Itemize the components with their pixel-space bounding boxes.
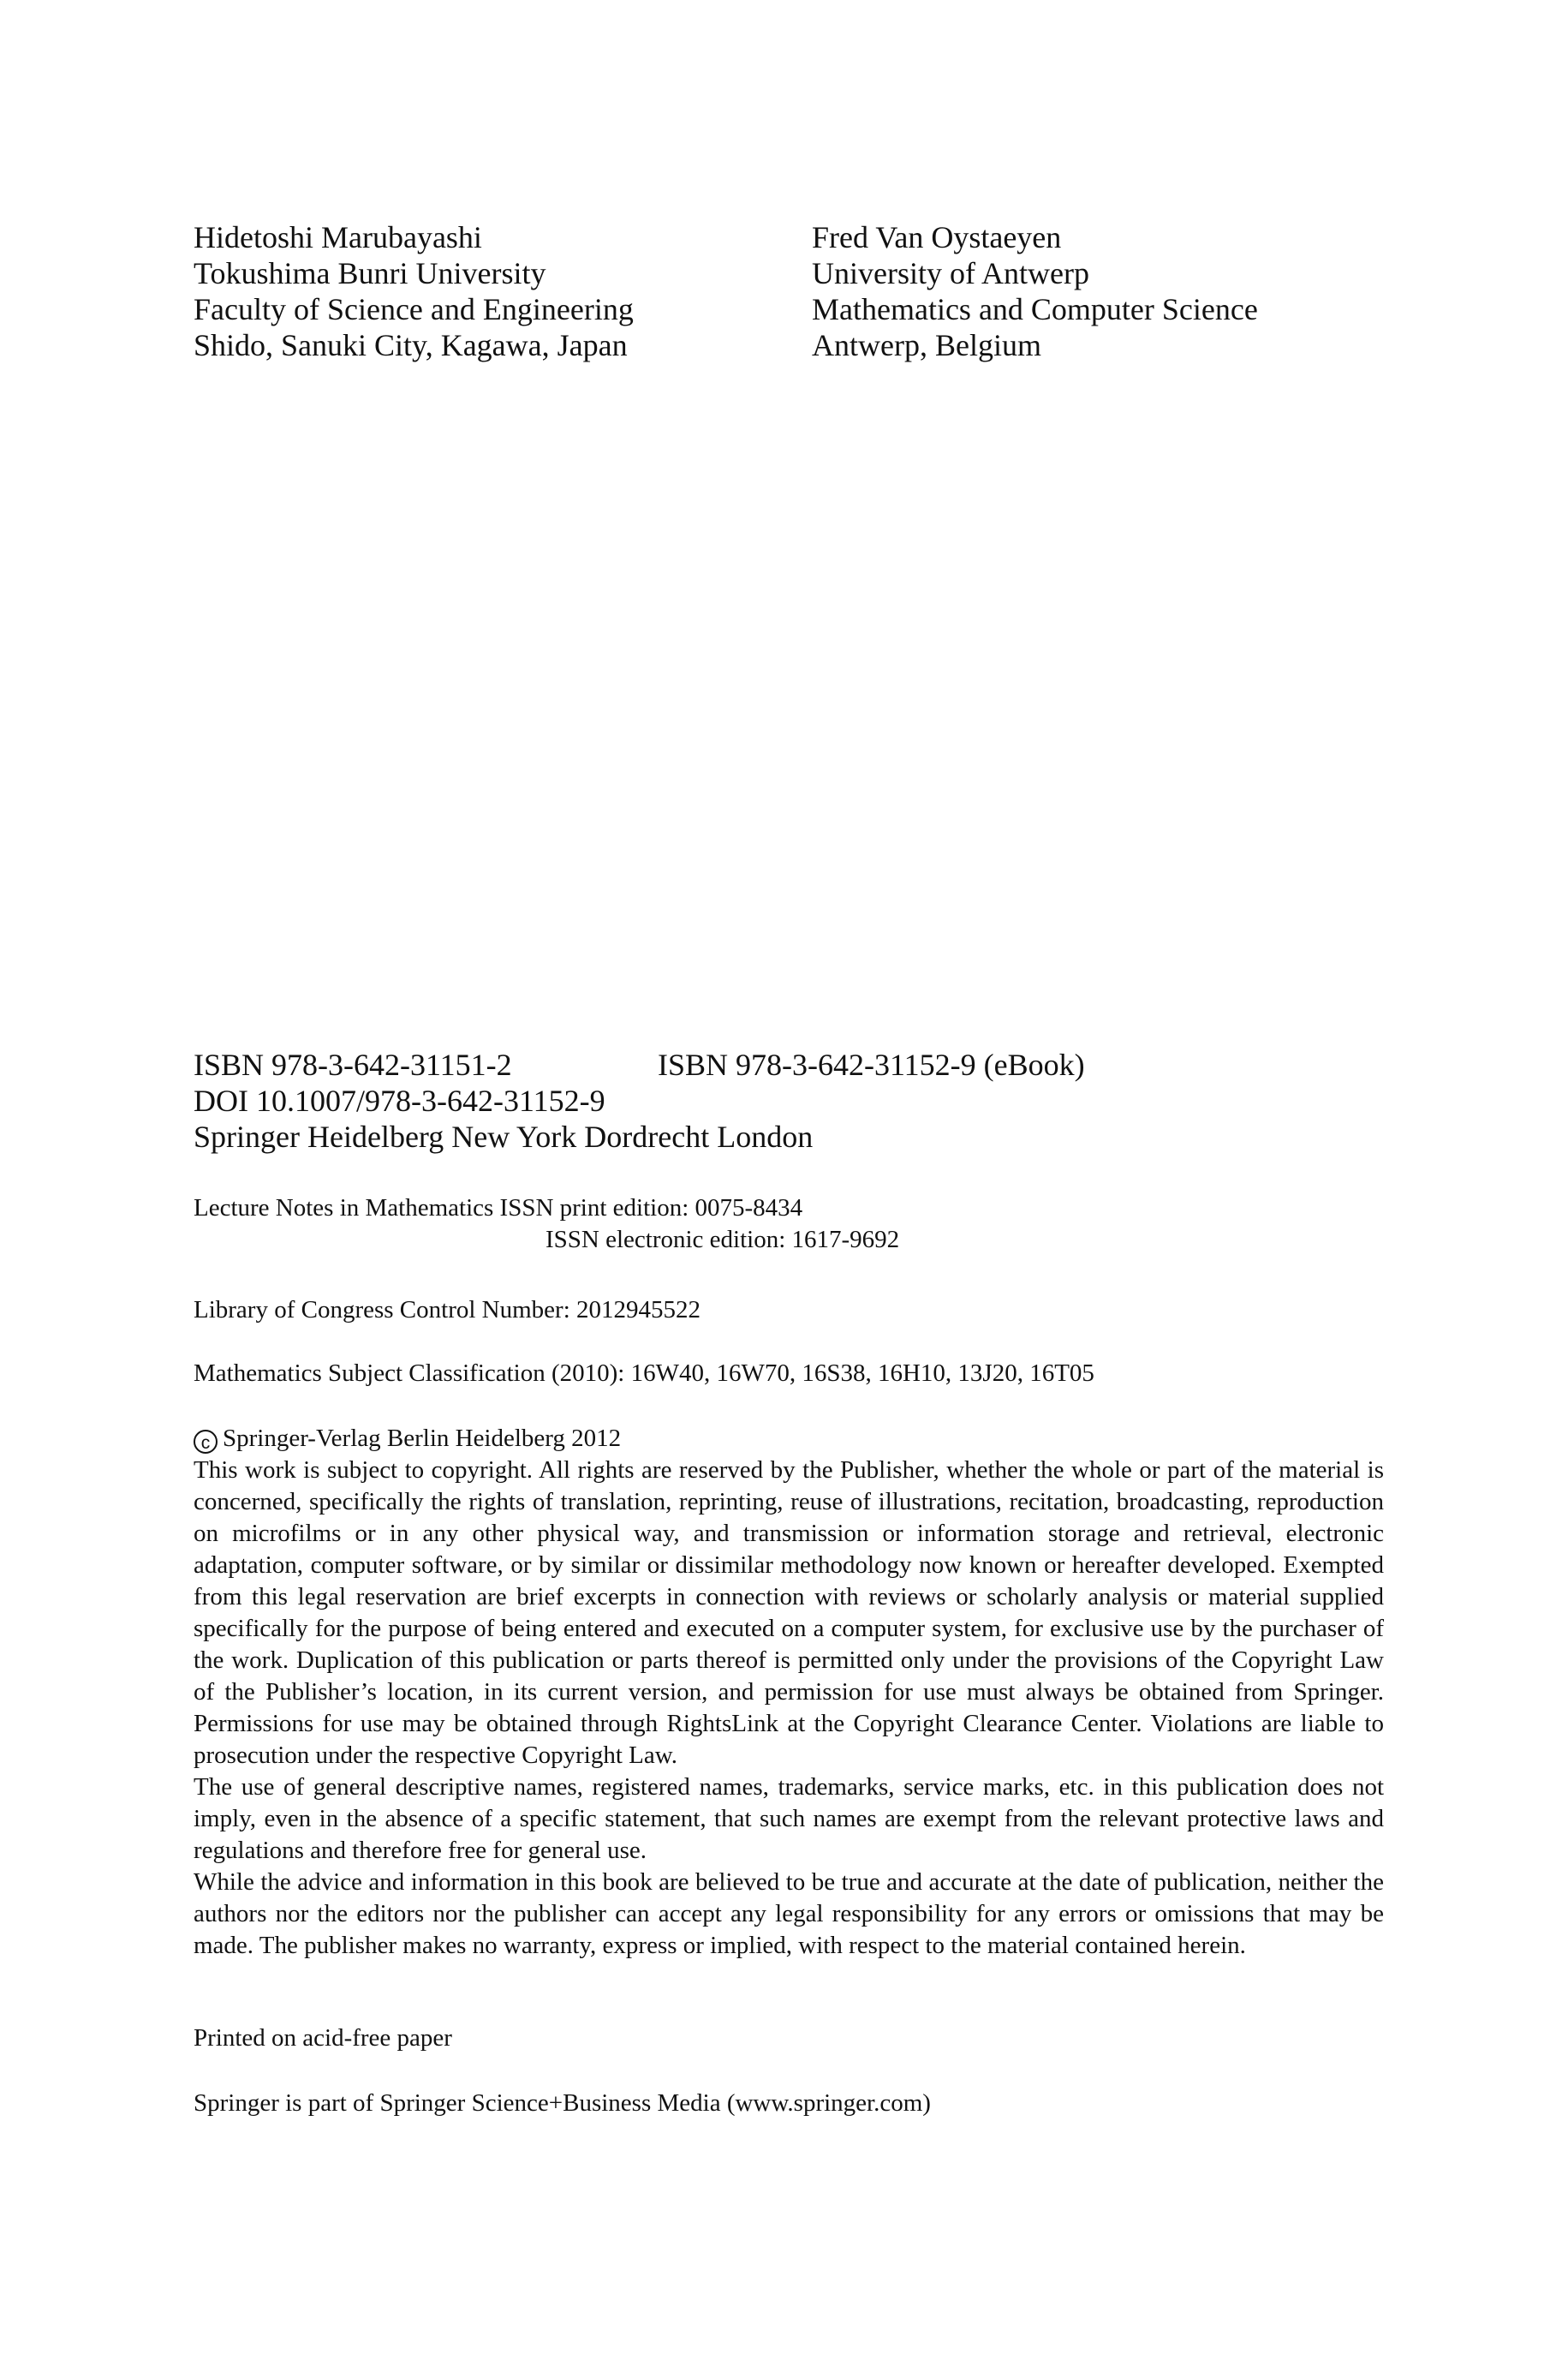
author-department: Faculty of Science and Engineering [194, 292, 634, 326]
copyright-paragraph: This work is subject to copyright. All rights are reserved by the Publisher, whether the whole or part of the material is concerned, specifically the rights of translation, reprinting, reuse of illustrations, recitation, broadcasting, reproduction on microfilms or in any other physical way, and transmission or information storage and retrieval, electronic adaptation, computer software, or by similar or dissimilar methodology now known or hereafter developed. Exempted from this legal reservation are brief excerpts in connection with reviews or scholarly analysis or material supplied specifically for the purpose of being entered and executed on a computer system, for exclusive use by the purchaser of the work. Duplication of this publication or parts thereof is permitted only under the provisions of the Copyright Law of the Publisher’s location, in its current version, and permission for use must always be obtained from Springer. Permissions for use may be obtained through RightsLink at the Copyright Clearance Center. Violations are liable to prosecution under the respective Copyright Law. [194, 1456, 1384, 1769]
series-issn [194, 1192, 1384, 1256]
author-name: Fred Van Oystaeyen [812, 220, 1062, 254]
isbn-ebook: ISBN 978-3-642-31152-9 (eBook) [658, 1048, 1085, 1082]
publisher-cities: Springer Heidelberg New York Dordrecht London [194, 1120, 814, 1154]
author-location: Antwerp, Belgium [812, 328, 1041, 362]
author-block-van-oystaeyen [812, 219, 1258, 363]
isbn-print: ISBN 978-3-642-31151-2 [194, 1048, 512, 1082]
springer-part-of: Springer is part of Springer Science+Business Media (www.springer.com) [194, 2089, 931, 2117]
copyright-notice [194, 1423, 1384, 1962]
printed-on: Printed on acid-free paper [194, 2024, 452, 2052]
doi: DOI 10.1007/978-3-642-31152-9 [194, 1084, 605, 1118]
msc-classification: Mathematics Subject Classification (2010): 16W40, 16W70, 16S38, 16H10, 13J20, 16T05 [194, 1359, 1094, 1387]
copyright-paragraph: While the advice and information in this book are believed to be true and accurate at the date of publication, neither the authors nor the editors nor the publisher can accept any legal responsibility for any errors or omissions that may be made. The publisher makes no warranty, express or implied, with respect to the material contained herein. [194, 1868, 1384, 1959]
isbn-block [194, 1047, 1384, 1155]
author-name: Hidetoshi Marubayashi [194, 220, 482, 254]
series-issn-electronic: ISSN electronic edition: 1617-9692 [546, 1226, 900, 1253]
author-institution: University of Antwerp [812, 256, 1089, 290]
lccn: Library of Congress Control Number: 2012945522 [194, 1296, 701, 1323]
isbn-row [194, 1047, 1384, 1083]
series-issn-print: Lecture Notes in Mathematics ISSN print edition: 0075-8434 [194, 1194, 803, 1222]
copyright-holder: Springer-Verlag Berlin Heidelberg 2012 [223, 1425, 622, 1452]
copyright-symbol: c [194, 1430, 218, 1454]
author-block-marubayashi [194, 219, 634, 363]
author-location: Shido, Sanuki City, Kagawa, Japan [194, 328, 628, 362]
author-department: Mathematics and Computer Science [812, 292, 1258, 326]
copyright-line [194, 1423, 1384, 1455]
copyright-paragraph: The use of general descriptive names, registered names, trademarks, service marks, etc. in this publication does not imply, even in the absence of a specific statement, that such names are exempt from the relevant protective laws and regulations and therefore free for general use. [194, 1773, 1384, 1864]
author-institution: Tokushima Bunri University [194, 256, 546, 290]
